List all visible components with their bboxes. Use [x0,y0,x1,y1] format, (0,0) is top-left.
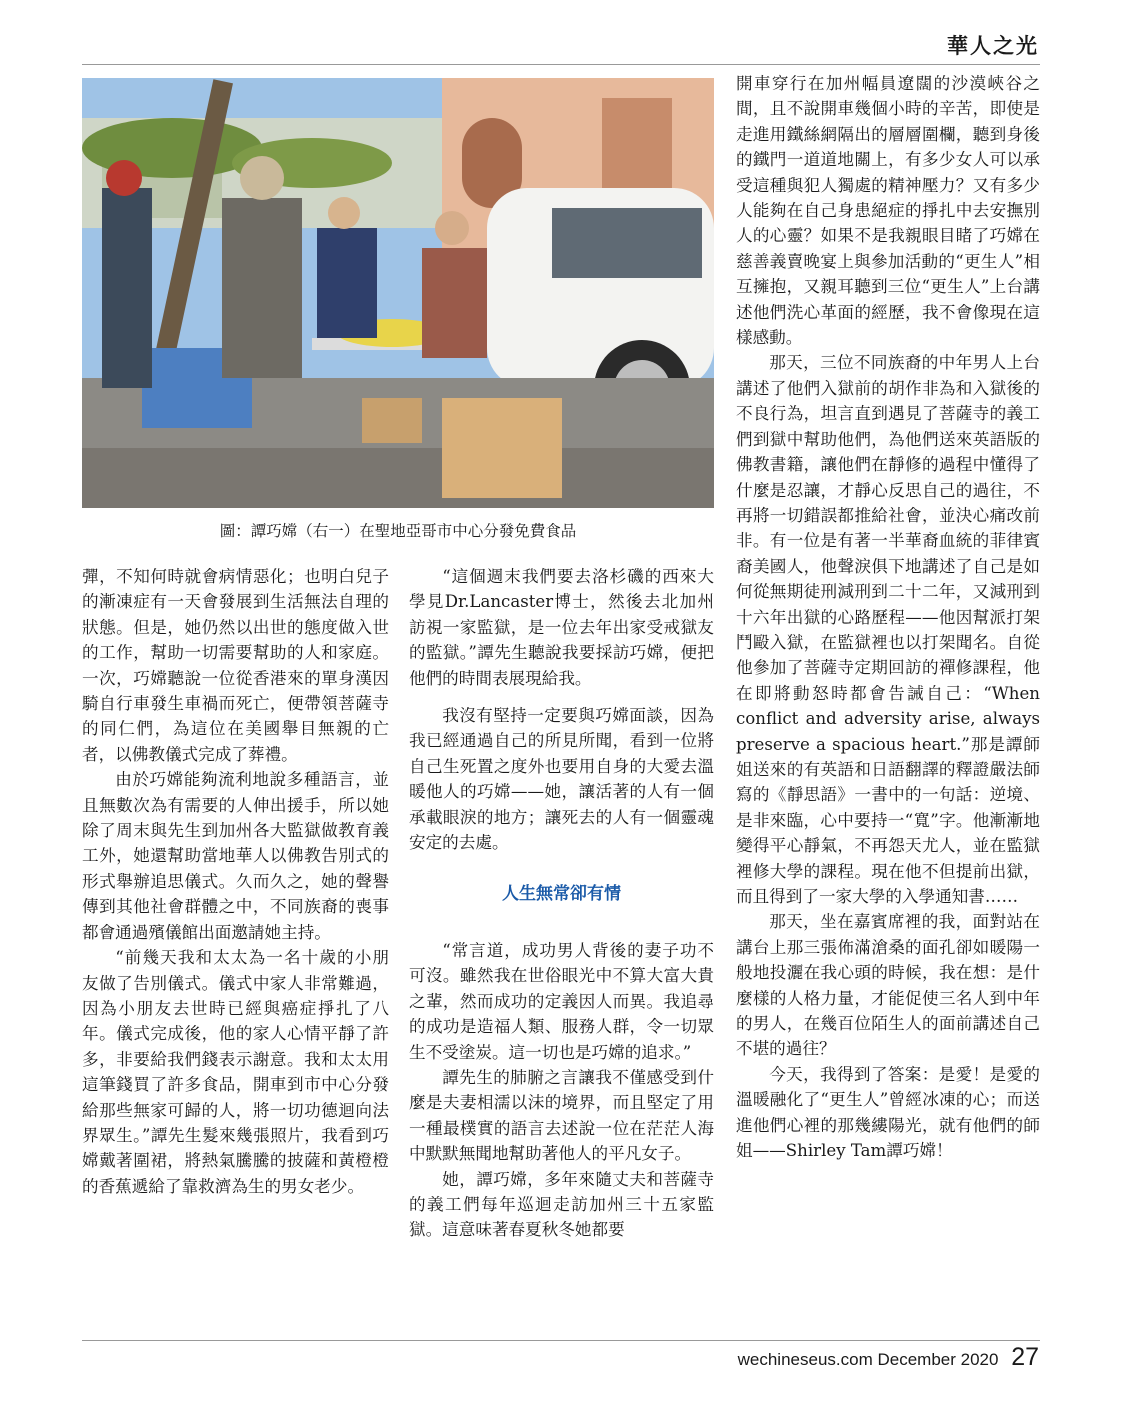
article-photo [82,78,714,508]
paragraph: 她，譚巧嫦，多年來隨丈夫和菩薩寺的義工們每年巡迴走訪加州三十五家監獄。這意味著春夏秋冬她都要 [409,1169,714,1240]
page-number: 27 [1011,1343,1039,1371]
paragraph: 那天，三位不同族裔的中年男人上台講述了他們入獄前的胡作非為和入獄後的不良行為，坦言直到遇見了菩薩寺的義工們到獄中幫助他們，為他們送來英語版的佛教書籍，讓他們在靜修的過程中懂得了什麼是忍讓，才靜心反思自己的過往，不再將一切錯誤都推給社會，並決心痛改前非。有一位是有著一半華裔血統的菲律賓裔美國人，他聲淚俱下地講述了自己是如何從無期徒刑減刑到二十二年，又減刑到十六年出獄的心路歷程——他因幫派打架鬥毆入獄，在監獄裡也以打架聞名。自從他參加了菩薩寺定期回訪的禪修課程，他在即將動怒時都會告誡自己：“When conflict and adversity arise, always preserve a spacious heart.”那是譚師姐送來的有英語和日語翻譯的釋證嚴法師寫的《靜思語》一書中的一句話：逆境、是非來臨，心中要持一“寬”字。他漸漸地變得平心靜氣，不再怨天尤人，並在監獄裡修大學的課程。現在他不但提前出獄，而且得到了一家大學的入學通知書…… [736,353,1040,906]
subheading: 人生無常卻有情 [502,884,621,905]
section-title: 華人之光 [947,33,1039,58]
paragraph: “前幾天我和太太為一名十歲的小朋友做了告別儀式。儀式中家人非常難過，因為小朋友去世時已經與癌症掙扎了八年。儀式完成後，他的家人心情平靜了許多，非要給我們錢表示謝意。我和太太用這筆錢買了許多食品，開車到市中心分發給那些無家可歸的人，將一切功德迴向法界眾生。”譚先生髮來幾張照片，我看到巧嫦戴著圍裙，將熱氣騰騰的披薩和黃橙橙的香蕉遞給了靠救濟為生的男女老少。 [82,948,389,1196]
page-footer [738,1343,1039,1372]
paragraph: 彈，不知何時就會病情惡化；也明白兒子的漸凍症有一天會發展到生活無法自理的狀態。但是，她仍然以出世的態度做入世的工作，幫助一切需要幫助的人和家庭。一次，巧嫦聽說一位從香港來的單身漢因騎自行車發生車禍而死亡，便帶領菩薩寺的同仁們，為這位在美國舉目無親的亡者，以佛教儀式完成了葬禮。 [82,567,389,764]
header-rule [82,64,1040,65]
paragraph: 今天，我得到了答案：是愛！是愛的溫暖融化了“更生人”曾經冰凍的心；而送進他們心裡的那幾縷陽光，就有他們的師姐——Shirley Tam譚巧嫦！ [736,1064,1040,1161]
paragraph: “這個週末我們要去洛杉磯的西來大學見Dr.Lancaster博士，然後去北加州訪視一家監獄，是一位去年出家受戒獄友的監獄。”譚先生聽說我要採訪巧嫦，便把他們的時間表展現給我。 [409,567,714,688]
article-column-right [736,71,1040,1163]
footer-rule [82,1340,1040,1341]
article-column-middle [409,564,714,1243]
footer-site: wechineseus.com [737,1350,873,1369]
paragraph: 我沒有堅持一定要與巧嫦面談，因為我已經通過自己的所見所聞，看到一位將自己生死置之度外也要用自身的大愛去溫暖他人的巧嫦——她，讓活著的人有一個承載眼淚的地方；讓死去的人有一個靈魂安定的去處。 [409,706,714,853]
paragraph: “常言道，成功男人背後的妻子功不可沒。雖然我在世俗眼光中不算大富大貴之輩，然而成功的定義因人而異。我追尋的成功是造福人類、服務人群，令一切眾生不受塗炭。這一切也是巧嫦的追求。” [409,940,714,1062]
paragraph: 那天，坐在嘉賓席裡的我，面對站在講台上那三張佈滿滄桑的面孔卻如暖陽一般地投灑在我心頭的時候，我在想：是什麼樣的人格力量，才能促使三名人到中年的男人，在幾百位陌生人的面前講述自己不堪的過往？ [736,912,1040,1059]
photo-caption: 圖：譚巧嫦（右一）在聖地亞哥市中心分發免費食品 [219,522,577,540]
paragraph: 譚先生的肺腑之言讓我不僅感受到什麼是夫妻相濡以沫的境界，而且堅定了用一種最樸實的語言去述說一位在茫茫人海中默默無聞地幫助著他人的平凡女子。 [409,1067,714,1164]
article-column-left [82,564,389,1199]
paragraph: 由於巧嫦能夠流利地說多種語言，並且無數次為有需要的人伸出援手，所以她除了周末與先生到加州各大監獄做教育義工外，她還幫助當地華人以佛教告別式的形式舉辦追思儀式。久而久之，她的聲譽傳到其他社會群體之中，不同族裔的喪事都會通過殯儀館出面邀請她主持。 [82,770,389,942]
paragraph: 開車穿行在加州幅員遼闊的沙漠峽谷之間，且不說開車幾個小時的辛苦，即使是走進用鐵絲網隔出的層層圍欄，聽到身後的鐵門一道道地關上，有多少女人可以承受這種與犯人獨處的精神壓力？又有多少人能夠在自己身患絕症的掙扎中去安撫別人的心靈？如果不是我親眼目睹了巧嫦在慈善義賣晚宴上與參加活動的“更生人”相互擁抱，又親耳聽到三位“更生人”上台講述他們洗心革面的經歷，我不會像現在這樣感動。 [736,74,1040,348]
footer-issue: December 2020 [877,1350,999,1369]
